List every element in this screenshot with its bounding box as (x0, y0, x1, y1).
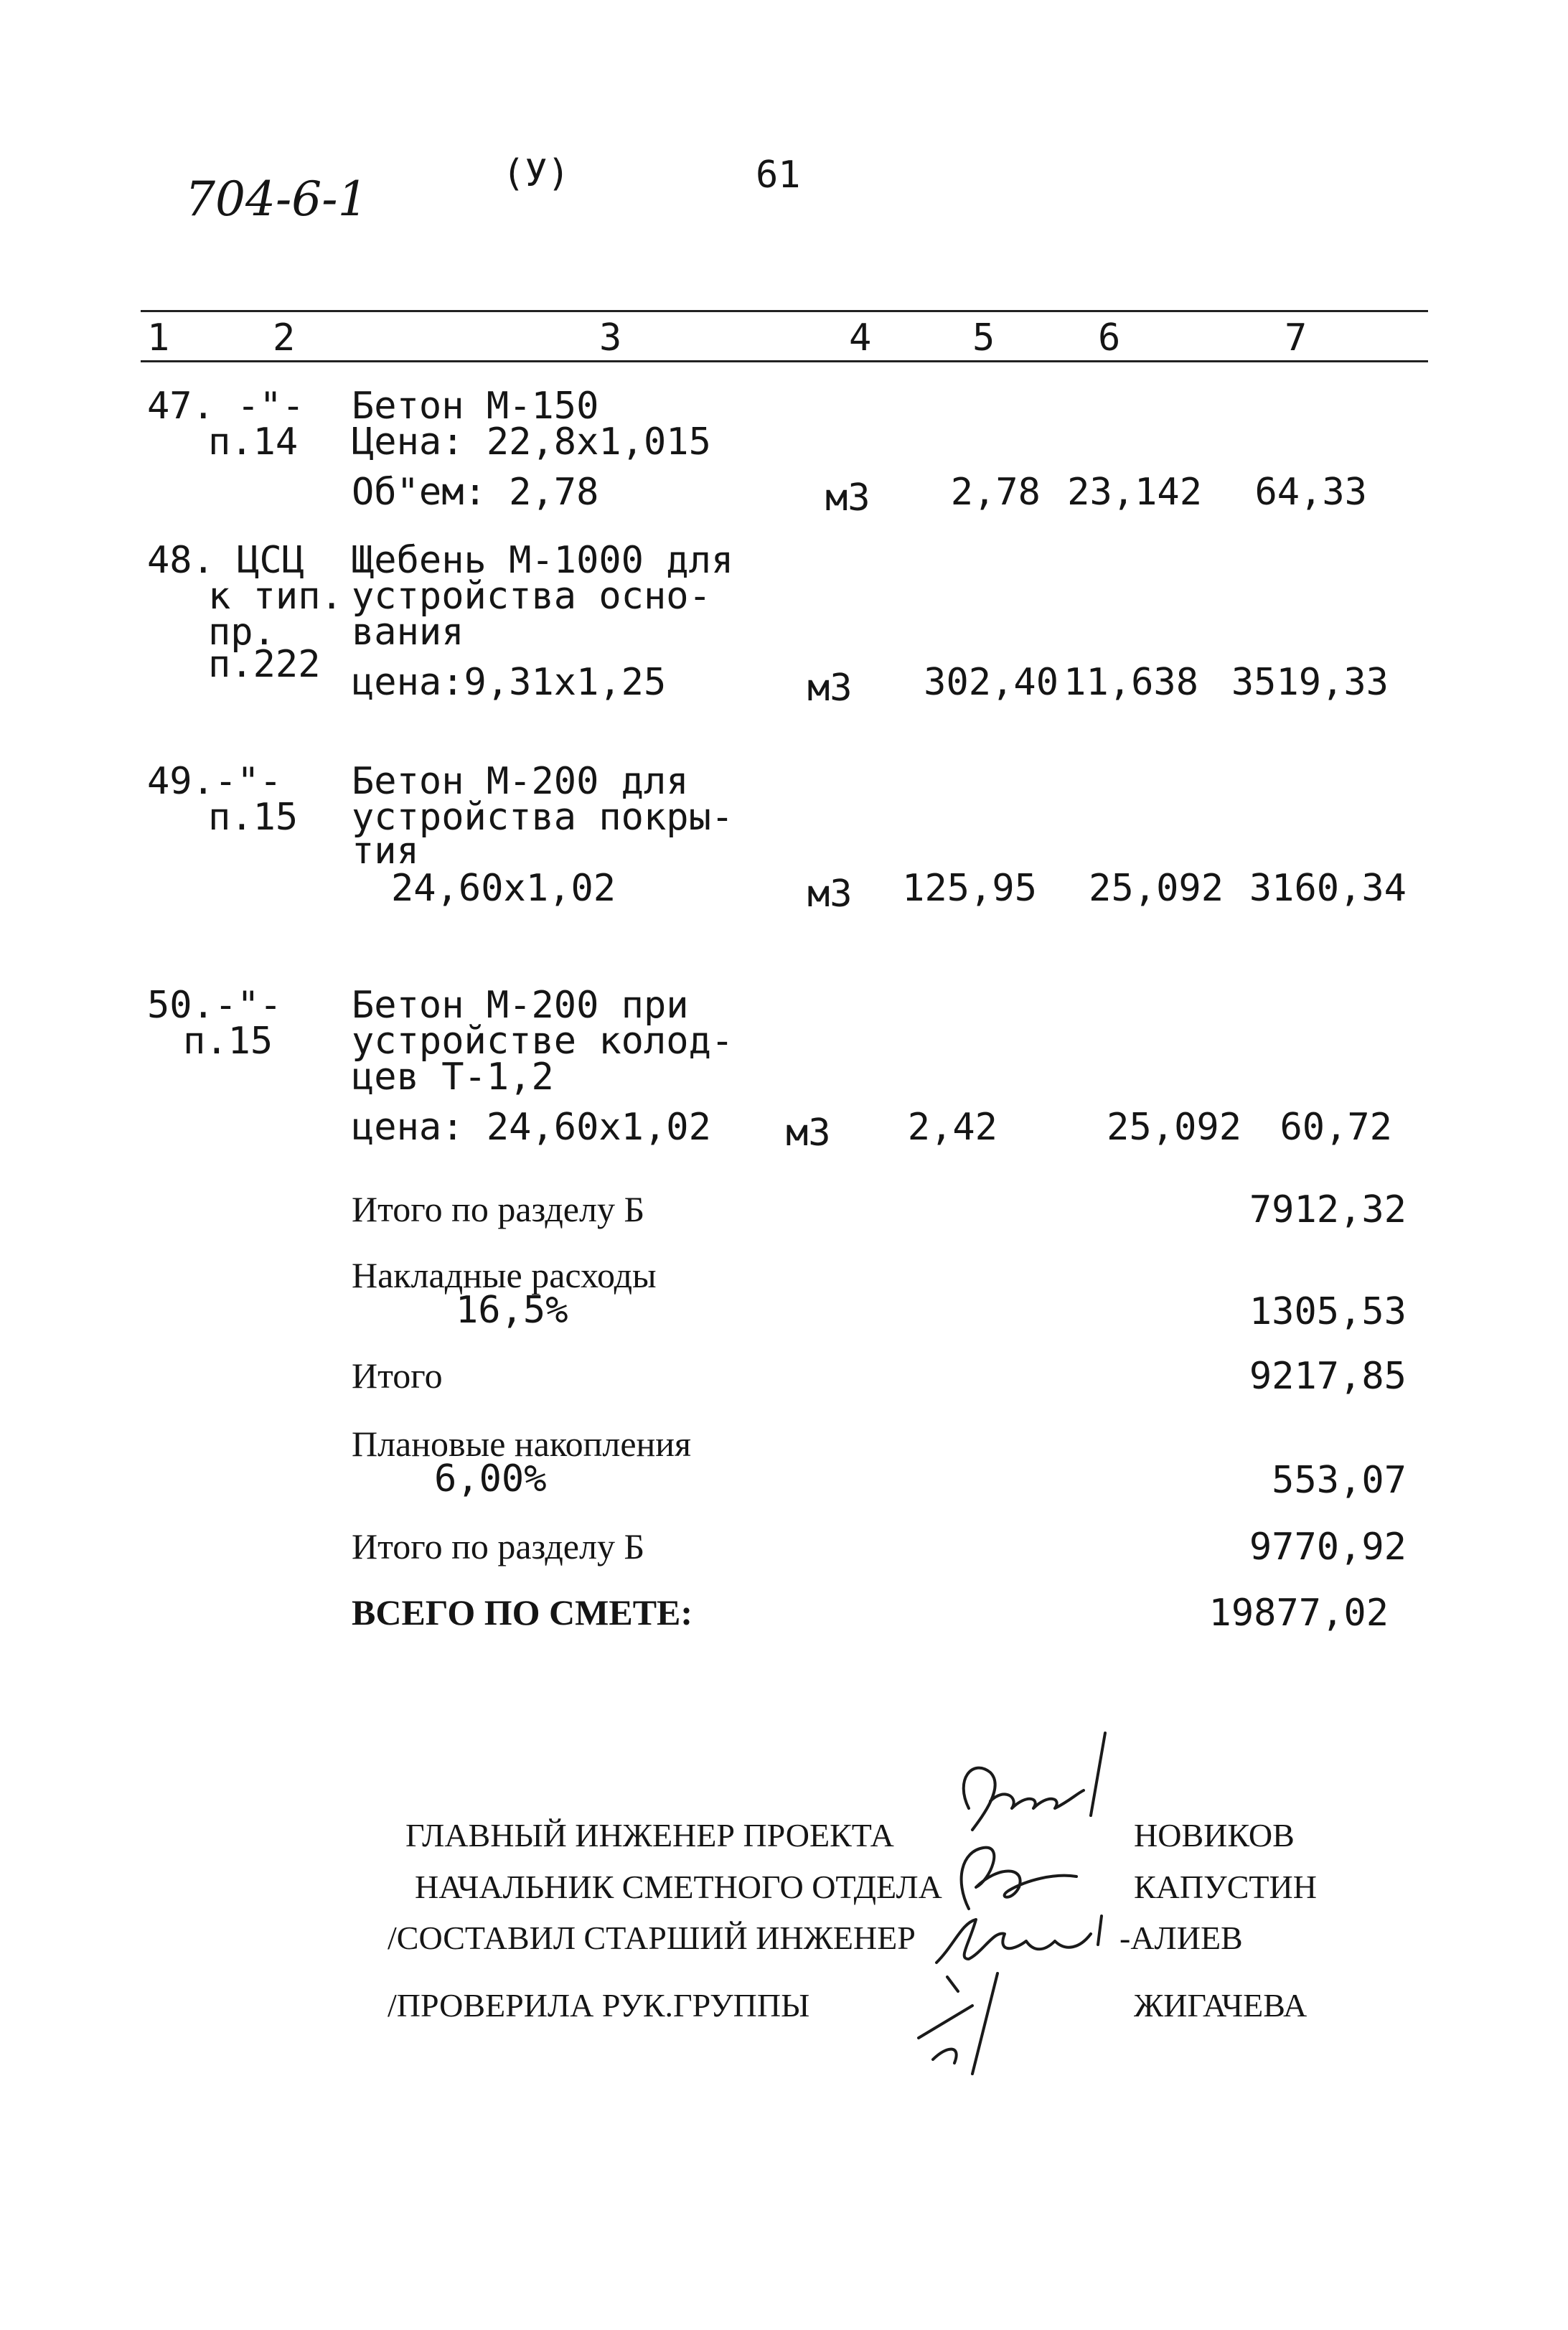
row-number: 47. -"- (147, 385, 305, 428)
table-top-rule (141, 310, 1428, 312)
row-unit: м3 (807, 873, 853, 916)
row-quantity: 2,42 (907, 1106, 997, 1149)
row-price: цена: 24,60х1,02 (352, 1106, 711, 1149)
total-value: 9217,85 (1249, 1355, 1407, 1398)
row-unit: м3 (825, 476, 870, 520)
column-header-3: 3 (599, 316, 622, 360)
row-number: 48. ЦСЦ (147, 539, 305, 582)
row-rate: 25,092 (1107, 1106, 1241, 1149)
row-price: цена:9,31х1,25 (352, 661, 667, 704)
row-number: 50.-"- (147, 984, 282, 1027)
row-total: 3519,33 (1231, 661, 1389, 704)
signature-name: -АЛИЕВ (1119, 1920, 1243, 1956)
document-code: 704-6-1 (185, 172, 368, 227)
signature-name: НОВИКОВ (1134, 1817, 1295, 1854)
planned-savings-label: Плановые накопления (352, 1424, 692, 1464)
column-header-4: 4 (849, 316, 872, 360)
row-reference: п.15 (208, 796, 299, 839)
row-description: Бетон М-200 для (352, 760, 689, 803)
row-price: Об"ем: 2,78 (352, 471, 599, 514)
row-quantity: 125,95 (902, 867, 1037, 910)
signature-scribble-senior-engineer (926, 1902, 1134, 1973)
row-reference: п.15 (183, 1020, 273, 1063)
row-description: Бетон М-200 при (352, 984, 689, 1027)
grand-total-value: 19877,02 (1208, 1592, 1389, 1635)
signature-role: /ПРОВЕРИЛА РУК.ГРУППЫ (388, 1987, 810, 2024)
planned-savings-rate: 6,00% (434, 1457, 547, 1500)
planned-savings-value: 553,07 (1272, 1459, 1407, 1502)
column-header-1: 1 (147, 316, 170, 360)
row-rate: 23,142 (1067, 471, 1202, 514)
subtotal-section-value: 7912,32 (1249, 1188, 1407, 1231)
signature-name: ЖИГАЧЕВА (1134, 1987, 1308, 2024)
signature-role: ГЛАВНЫЙ ИНЖЕНЕР ПРОЕКТА (405, 1817, 894, 1854)
column-header-6: 6 (1098, 316, 1121, 360)
table-header-rule (141, 360, 1428, 362)
grand-total-label: ВСЕГО ПО СМЕТЕ: (352, 1592, 693, 1633)
signature-name: КАПУСТИН (1134, 1869, 1317, 1905)
overhead-rate: 16,5% (456, 1289, 568, 1332)
column-header-7: 7 (1285, 316, 1308, 360)
row-description: тия (352, 830, 419, 873)
overhead-value: 1305,53 (1249, 1290, 1407, 1333)
row-description: вания (352, 611, 464, 654)
row-number: 49.-"- (147, 760, 282, 803)
row-description: устройстве колод- (352, 1020, 734, 1063)
row-description: устройства осно- (352, 575, 711, 618)
row-unit: м3 (807, 667, 853, 710)
row-description: Бетон М-150 (352, 385, 599, 428)
row-reference: пр. (208, 611, 276, 654)
overhead-label: Накладные расходы (352, 1255, 657, 1295)
signature-role: НАЧАЛЬНИК СМЕТНОГО ОТДЕЛА (415, 1869, 942, 1905)
signature-role: /СОСТАВИЛ СТАРШИЙ ИНЖЕНЕР (388, 1920, 916, 1956)
page-number: 61 (756, 154, 801, 197)
row-unit: м3 (786, 1112, 831, 1155)
row-reference: п.14 (208, 421, 299, 464)
section-total-label: Итого по разделу Б (352, 1526, 645, 1566)
row-total: 60,72 (1280, 1106, 1392, 1149)
total-label: Итого (352, 1356, 443, 1396)
row-description: устройства покры- (352, 796, 734, 839)
column-header-2: 2 (273, 316, 296, 360)
row-quantity: 302,40 (924, 661, 1058, 704)
document-mark: (У) (502, 152, 570, 195)
row-quantity: 2,78 (950, 471, 1041, 514)
section-total-value: 9770,92 (1249, 1526, 1407, 1569)
row-description: Щебень М-1000 для (352, 539, 734, 582)
signature-scribble-chief-engineer (940, 1729, 1127, 1844)
row-description: цев Т-1,2 (352, 1056, 554, 1099)
column-header-5: 5 (972, 316, 995, 360)
row-rate: 11,638 (1064, 661, 1198, 704)
row-description: Цена: 22,8х1,015 (352, 421, 711, 464)
row-reference: п.222 (208, 643, 321, 686)
signature-scribble-group-lead (904, 1966, 1026, 2081)
subtotal-section-label: Итого по разделу Б (352, 1189, 645, 1229)
row-total: 64,33 (1254, 471, 1367, 514)
row-total: 3160,34 (1249, 867, 1407, 910)
row-reference: к тип. (208, 575, 343, 618)
row-rate: 25,092 (1089, 867, 1224, 910)
row-price: 24,60х1,02 (391, 867, 616, 910)
